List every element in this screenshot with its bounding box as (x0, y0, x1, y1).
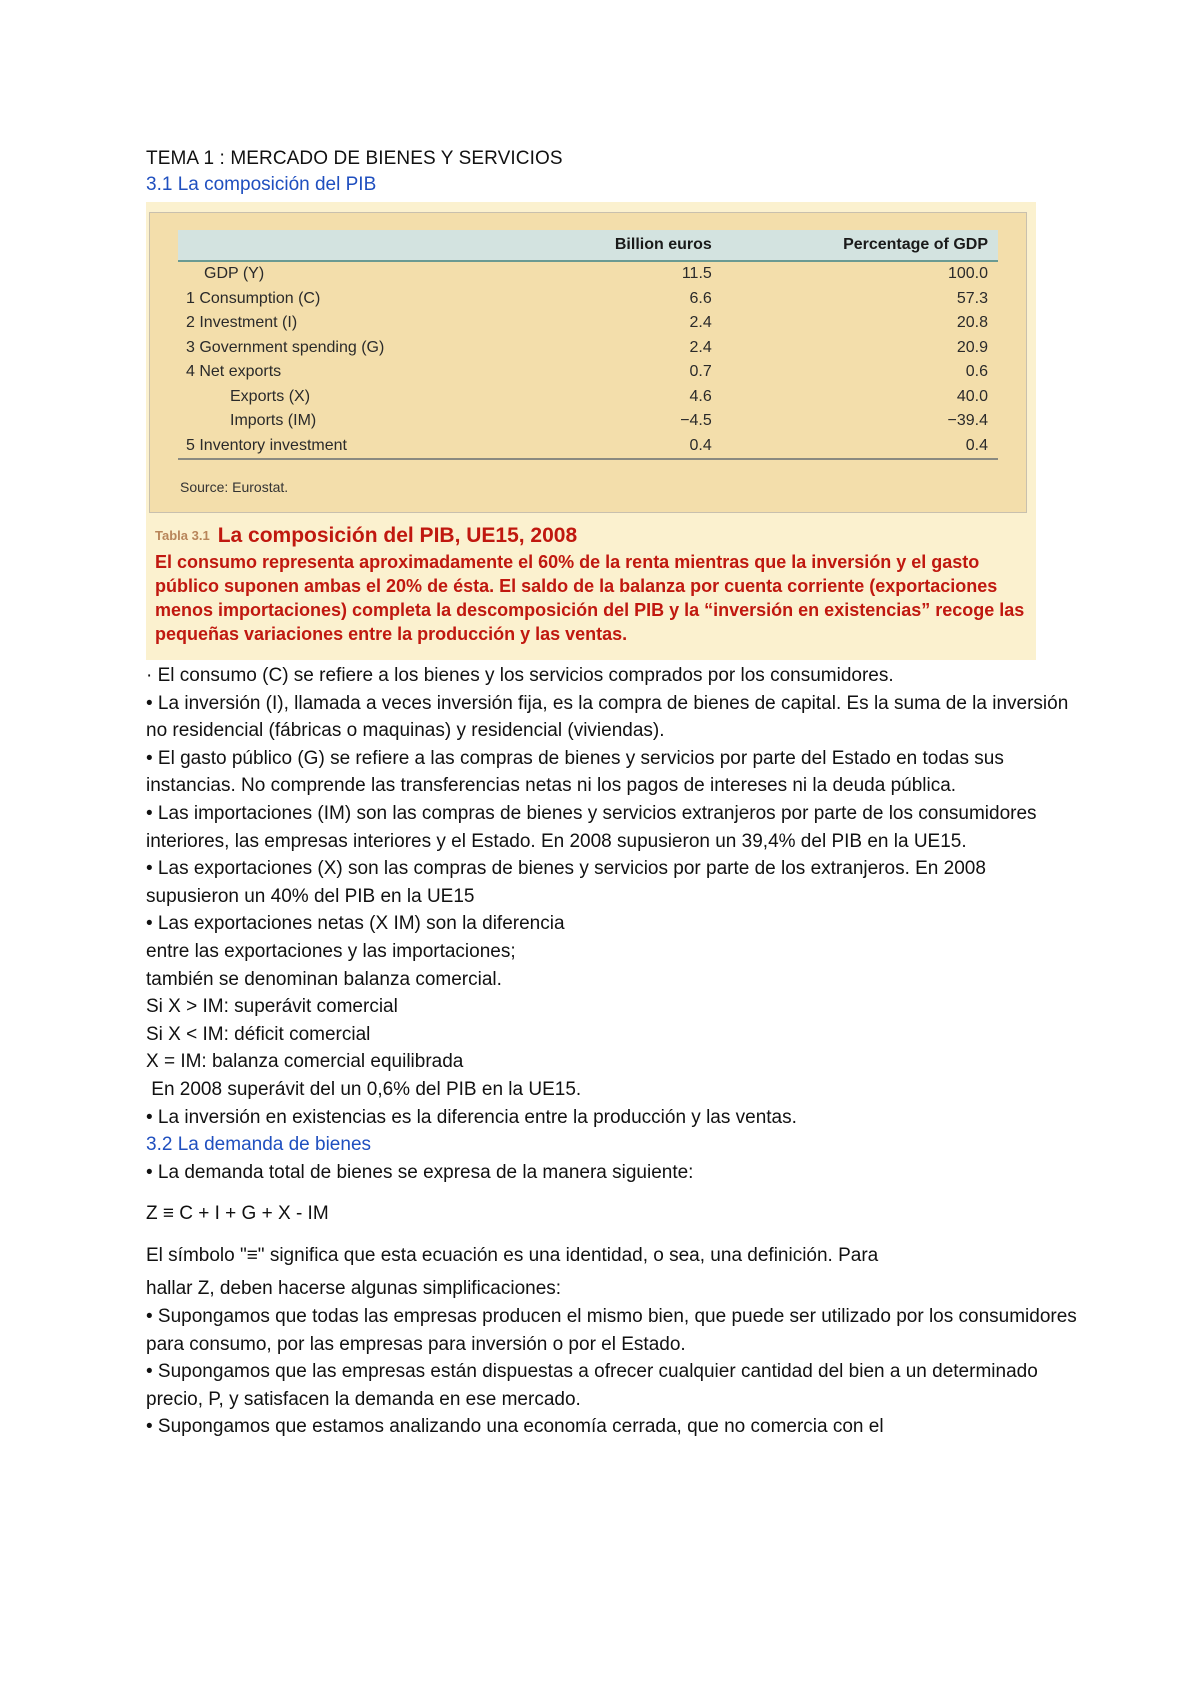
table-row (178, 336, 998, 361)
table-cell-label: 1 Consumption (C) (186, 289, 321, 307)
caption-body: El consumo representa aproximadamente el 60% de la renta mientras que la inversión y el gasto público suponen ambas el 20% de ésta. El saldo de la balanza por cuenta corriente (exportaciones menos importaciones) completa la descomposición del PIB y la “inversión en existencias” recoge las pequeñas variaciones entre la producción y las ventas. (155, 552, 1025, 644)
table-header-cell: Percentage of GDP (722, 230, 998, 261)
table-cell-percent: 20.8 (956, 314, 988, 332)
table-cell-label: 3 Government spending (G) (186, 338, 385, 356)
table-cell-billion: 0.7 (689, 363, 712, 381)
table-cell-billion: 2.4 (689, 314, 712, 332)
table-cell-billion: 11.5 (681, 265, 712, 283)
table-cell-label: 2 Investment (I) (186, 314, 298, 332)
paragraph: • Supongamos que todas las empresas producen el mismo bien, que puede ser utilizado por los consumidores para consumo, por las empresas para inversión o por el Estado. (146, 1306, 1077, 1355)
table-cell-label: 5 Inventory investment (178, 434, 555, 460)
paragraph: • Supongamos que estamos analizando una economía cerrada, que no comercia con el (146, 1416, 884, 1438)
body-text (146, 662, 1081, 1441)
table-cell-label: Exports (X) (230, 387, 311, 405)
paragraph: entre las exportaciones y las importaciones; (146, 940, 516, 962)
paragraph: • Supongamos que las empresas están dispuestas a ofrecer cualquier cantidad del bien a un determinado precio, P, y satisfacen la demanda en ese mercado. (146, 1361, 1038, 1410)
paragraph: • El gasto público (G) se refiere a las compras de bienes y servicios por parte del Estado en todas sus instancias. No comprende las transferencias netas ni los pagos de intereses ni la deuda pública. (146, 747, 1004, 797)
paragraph: también se denominan balanza comercial. (146, 968, 502, 990)
table-header-cell (178, 230, 555, 261)
table-row (178, 287, 998, 312)
document-title: TEMA 1 : MERCADO DE BIENES Y SERVICIOS (146, 148, 563, 169)
paragraph: • Las exportaciones (X) son las compras de bienes y servicios por parte de los extranjeros. En 2008 supusieron un 40% del PIB en la UE15 (146, 858, 986, 907)
table-cell-percent: 100.0 (947, 265, 988, 283)
table-cell-billion: −4.5 (680, 412, 712, 430)
paragraph: X = IM: balanza comercial equilibrada (146, 1051, 464, 1073)
page-header (146, 146, 1066, 198)
table-row (178, 311, 998, 336)
section-heading-demand: 3.2 La demanda de bienes (146, 1134, 372, 1156)
table-cell-billion: 0.4 (555, 434, 721, 460)
paragraph: · El consumo (C) se refiere a los bienes y los servicios comprados por los consumidores. (146, 665, 894, 686)
table-row (178, 409, 998, 434)
caption-title: La composición del PIB, UE15, 2008 (217, 524, 578, 547)
table-cell-label: GDP (Y) (204, 265, 265, 283)
paragraph: Si X < IM: déficit comercial (146, 1023, 371, 1045)
table-row (178, 434, 998, 460)
section-heading-composition: 3.1 La composición del PIB (146, 174, 377, 195)
paragraph: • Las importaciones (IM) son las compras de bienes y servicios extranjeros por parte de los consumidores interiores, las empresas interiores y el Estado. En 2008 supusieron un 39,4% del PIB en la UE15. (146, 802, 1037, 852)
paragraph: • Las exportaciones netas (X IM) son la diferencia (146, 913, 565, 935)
caption-tag: Tabla 3.1 (155, 528, 210, 543)
table-cell-percent: 20.9 (956, 338, 988, 356)
table-header-cell: Billion euros (555, 230, 721, 261)
table-cell-percent: 0.6 (965, 363, 988, 381)
demand-equation: Z ≡ C + I + G + X - IM (146, 1203, 329, 1225)
paragraph: • La demanda total de bienes se expresa de la manera siguiente: (146, 1161, 694, 1183)
table-header-row (178, 230, 998, 261)
gdp-composition-table (178, 230, 998, 460)
table-cell-billion: 4.6 (689, 387, 712, 405)
paragraph: Si X > IM: superávit comercial (146, 996, 398, 1018)
table-cell-label: 4 Net exports (186, 363, 282, 381)
figure-table-3-1 (146, 202, 1036, 660)
table-cell-percent: 0.4 (722, 434, 998, 460)
table-row (178, 360, 998, 385)
table-cell-billion: 6.6 (689, 289, 712, 307)
table-cell-label: Imports (IM) (230, 412, 317, 430)
table-row (178, 385, 998, 410)
table-row (178, 261, 998, 287)
paragraph: El símbolo "≡" significa que esta ecuación es una identidad, o sea, una definición. Para (146, 1244, 879, 1266)
table-cell-percent: 57.3 (956, 289, 988, 307)
gdp-table-box (149, 212, 1027, 513)
paragraph: • La inversión (I), llamada a veces inversión fija, es la compra de bienes de capital. Es la suma de la inversión no residencial (fábricas o maquinas) y residencial (viviendas). (146, 692, 1069, 742)
table-cell-percent: 40.0 (956, 387, 988, 405)
table-cell-billion: 2.4 (689, 338, 712, 356)
table-cell-percent: −39.4 (947, 412, 988, 430)
paragraph: • La inversión en existencias es la diferencia entre la producción y las ventas. (146, 1106, 797, 1128)
table-source-note: Source: Eurostat. (180, 479, 289, 495)
table-caption (155, 524, 1025, 646)
paragraph: hallar Z, deben hacerse algunas simplificaciones: (146, 1278, 562, 1300)
paragraph: En 2008 superávit del un 0,6% del PIB en la UE15. (146, 1078, 582, 1100)
